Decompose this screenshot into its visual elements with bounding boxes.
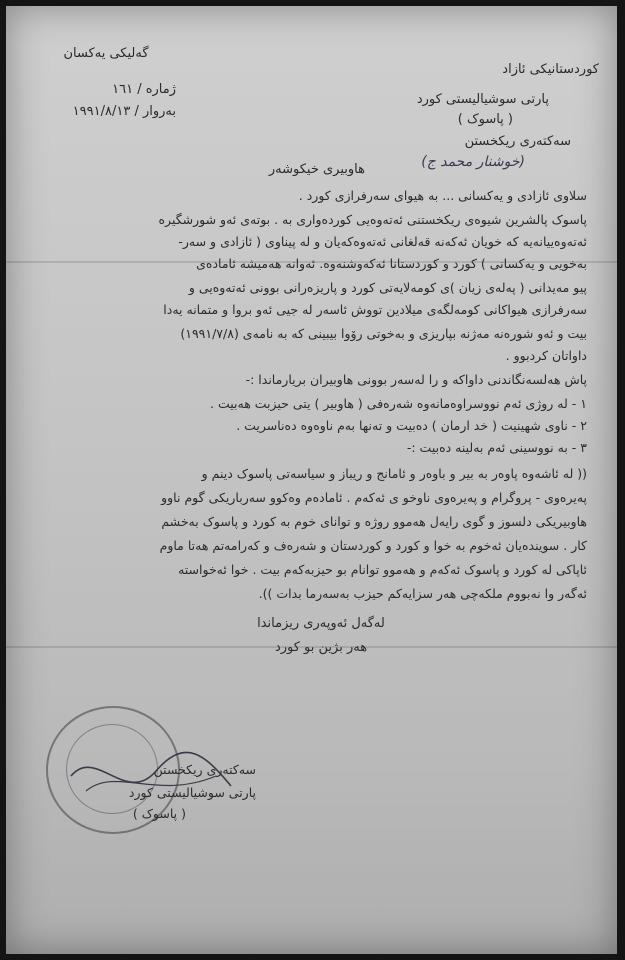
body-line: ٢ - ناوی شهینیت ( خد ارمان ) دەبیت و تەنها بەم ناوەوە دەناسریت . bbox=[236, 418, 587, 433]
body-line: بیت و ئەو شورەنە مەژنە بپاریزی و بەخوتی رۆوا بیبینی کە بە نامەی (١٩٩١/٧/٨) bbox=[180, 326, 587, 341]
signature-party: پارتی سوشیالیستی کورد bbox=[128, 785, 256, 800]
header-right-sector: سەکتەری ریکخستن bbox=[464, 134, 571, 149]
body-line: ١ - لە روژی ئەم نووسراوەمانەوە شەرەفی ( هاوبیر ) یتی حیزبت هەبیت . bbox=[210, 396, 587, 411]
header-right-motto: کوردستانیکی ئازاد bbox=[502, 62, 599, 77]
signature-scribble bbox=[66, 736, 236, 816]
addressee-handwritten: (خوشنار محمد ج) bbox=[421, 154, 525, 170]
signature-abbrev: ( پاسوک ) bbox=[132, 806, 186, 821]
header-left-number: ژمارە / ١٦١ bbox=[112, 82, 176, 97]
body-line: ٣ - بە نووسینی ئەم بەلینە دەبیت :- bbox=[406, 440, 587, 455]
body-line: پاش هەلسەنگاندنی داواکە و را لەسەر بوونی هاوبیران بریارماندا :- bbox=[245, 372, 587, 387]
body-line: کار . سویندەیان ئەخوم بە خوا و کورد و کوردستان و شەرەف و کەرامەتم هەتا ماوم bbox=[159, 538, 587, 553]
header-right-abbrev: ( پاسوک ) bbox=[457, 112, 513, 127]
letter-page bbox=[6, 6, 617, 954]
body-line: پیو مەیدانی ( پەلەی زیان )ی کومەلایەتی کورد و پاریزەرانی بوونی ئەتەوەیی و bbox=[188, 280, 587, 295]
body-line: (( لە ئاشەوە پاوەر بە بیر و باوەر و ئامانج و ریباز و سیاسەتی پاسوک دینم و bbox=[201, 466, 587, 481]
body-line: داواتان کردبوو . bbox=[505, 348, 587, 363]
body-line: ئەتەوەییانەیە کە خویان ئەکەنە قەلغانی ئەتەوەکەیان و لە پیناوی ( ئازادی و سەر- bbox=[178, 234, 587, 249]
body-line: ئەگەر وا نەبووم ملکەچی هەر سزایەکم حیزب بەسەرما بدات )). bbox=[258, 586, 587, 601]
body-line: پاسوک پالشرین شیوەی ریکخستنی ئەتەوەیی کوردەواری بە . بوتەی ئەو شورشگیرە bbox=[158, 212, 587, 227]
closing-regards: لەگەل ئەوپەری ریزماندا bbox=[257, 616, 385, 631]
body-line: بەخویی و یەکسانی ) کورد و کوردستانا ئەکەوشنەوە. ئەوانە هەمیشە ئامادەی bbox=[196, 256, 587, 271]
body-line: پەیرەوی - پروگرام و پەیرەوی ناوخو ی ئەکەم . ئامادەم وەکوو سەرباریکی گوم ناوو bbox=[161, 490, 587, 505]
header-left-date: بەروار / ١٩٩١/٨/١٣ bbox=[72, 104, 176, 119]
addressee: هاوبیری خیکوشەر bbox=[268, 162, 365, 177]
body-line: هاوبیریکی دلسوز و گوی رایەل هەموو روژە و توانای خوم بە کورد و پاسوک بەخشم bbox=[161, 514, 587, 529]
body-line: سلاوی ئازادی و یەکسانی ... بە هیوای سەرفرازی کورد . bbox=[298, 188, 587, 203]
body-line: سەرفرازی هیواکانی کومەلگەی میلادین تووش ئاسەر لە جیی ئەو بروا و متمانە یەدا bbox=[163, 302, 587, 317]
body-line: ئاپاکی لە کورد و پاسوک ئەکەم و هەموو توانام بو حیزبەکەم بیت . خوا ئەخواستە bbox=[178, 562, 587, 577]
header-right-party: پارتی سوشیالیستی کورد bbox=[416, 92, 549, 107]
signature-sector: سەکتەری ریکخستن bbox=[153, 762, 256, 777]
header-left-motto: گەلیکی یەکسان bbox=[63, 46, 149, 61]
closing-slogan: هەر بژین بو کورد bbox=[274, 640, 368, 655]
